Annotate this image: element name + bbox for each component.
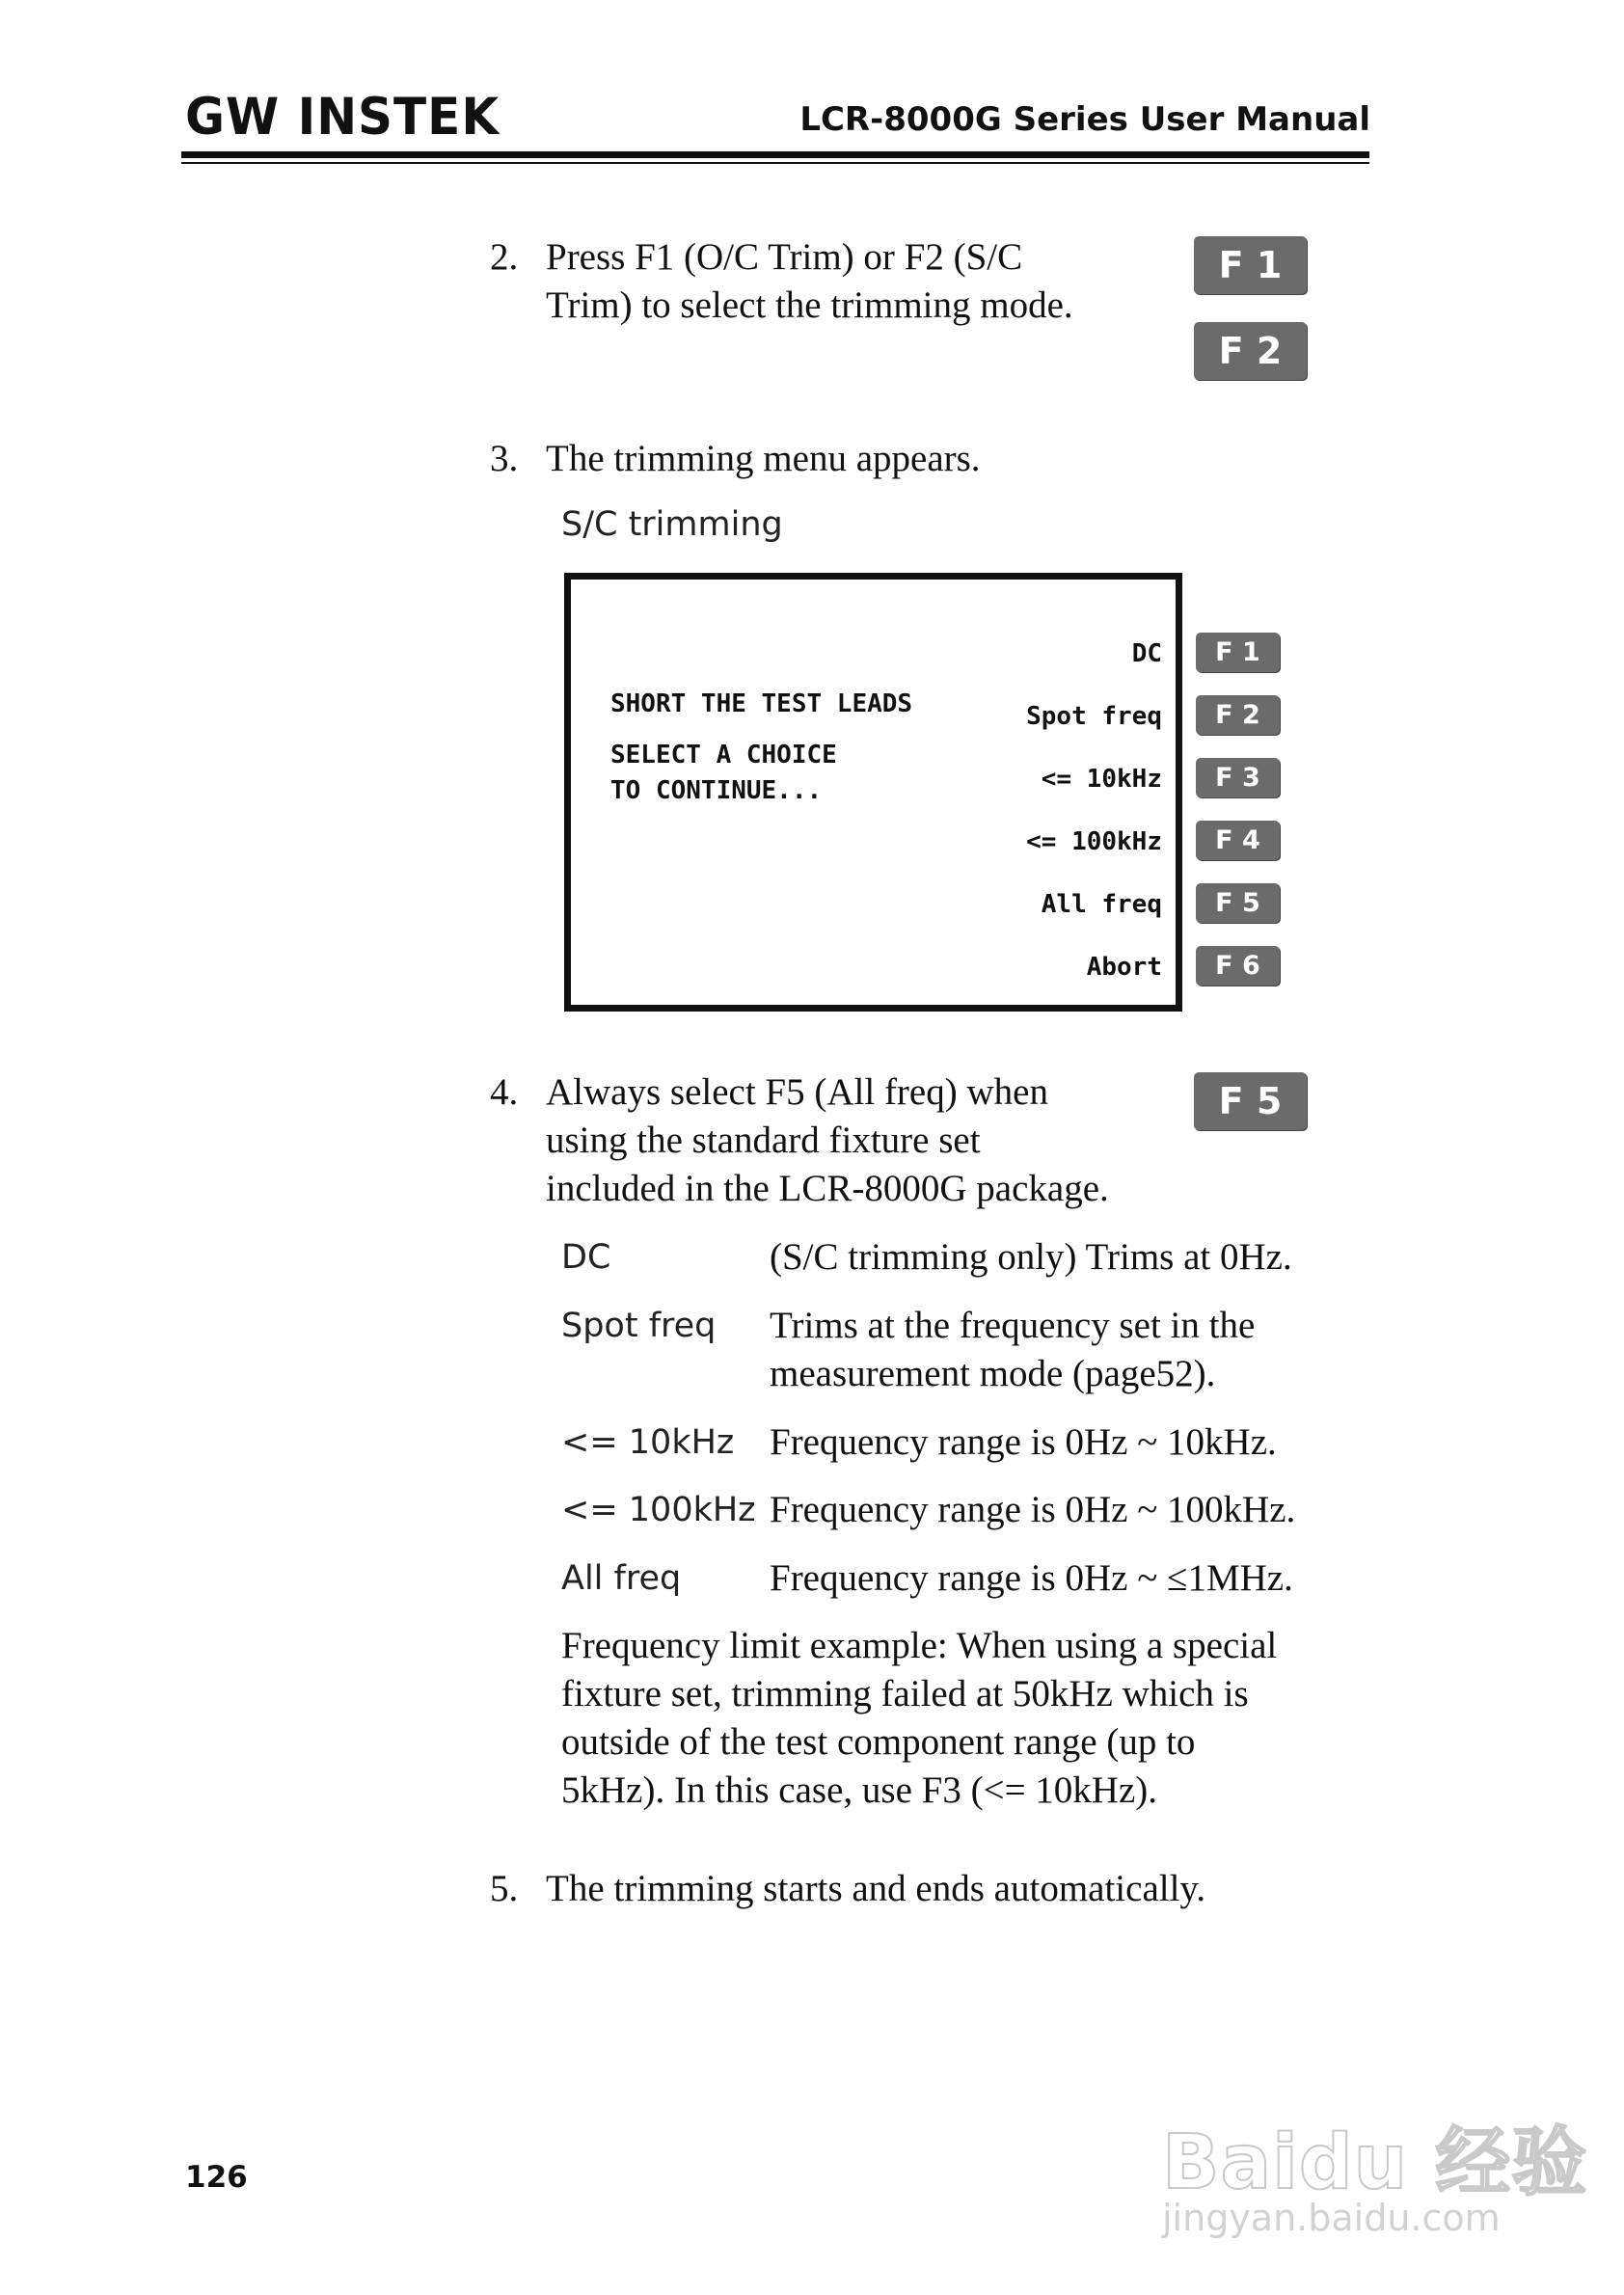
definition-desc: Frequency range is 0Hz ~ 10kHz. (770, 1421, 1277, 1463)
baidu-watermark-url: jingyan.baidu.com (1162, 2197, 1501, 2239)
screen-caption: S/C trimming (561, 505, 783, 544)
baidu-watermark: Baidu 经验 (1162, 2120, 1588, 2206)
header-divider-thin (181, 162, 1369, 164)
f3-key[interactable]: F 3 (1196, 758, 1280, 797)
definition-desc: measurement mode (page52). (770, 1353, 1216, 1394)
definition-term: <= 100kHz (561, 1491, 756, 1529)
f2-key[interactable]: F 2 (1196, 695, 1280, 735)
step-text: Press F1 (O/C Trim) or F2 (S/C (546, 236, 1023, 278)
menu-item-abort: Abort (1086, 953, 1162, 982)
step-number: 3. (490, 438, 519, 479)
menu-item-10khz: <= 10kHz (1041, 765, 1162, 794)
definition-desc: (S/C trimming only) Trims at 0Hz. (770, 1236, 1292, 1278)
definition-term: DC (561, 1238, 611, 1277)
note-text: Frequency limit example: When using a special (561, 1625, 1278, 1666)
definition-term: <= 10kHz (561, 1423, 735, 1462)
menu-item-dc: DC (1131, 639, 1162, 668)
f1-key[interactable]: F 1 (1194, 236, 1307, 294)
menu-item-all-freq: All freq (1041, 890, 1162, 919)
definition-desc: Trims at the frequency set in the (770, 1305, 1256, 1346)
step-text: Trim) to select the trimming mode. (546, 284, 1073, 326)
step-text: Always select F5 (All freq) when (546, 1071, 1048, 1113)
step-number: 5. (490, 1868, 519, 1909)
page-number: 126 (185, 2160, 248, 2195)
step-text: included in the LCR-8000G package. (546, 1168, 1109, 1209)
brand-logo: GW INSTEK (185, 87, 501, 147)
step-number: 4. (490, 1071, 519, 1113)
step-number: 2. (490, 236, 519, 278)
definition-term: Spot freq (561, 1307, 717, 1345)
step-text: The trimming menu appears. (546, 438, 981, 479)
note-text: outside of the test component range (up to (561, 1721, 1196, 1763)
header-divider (181, 151, 1369, 158)
menu-item-spot-freq: Spot freq (1026, 702, 1162, 731)
note-text: fixture set, trimming failed at 50kHz which is (561, 1673, 1249, 1714)
f2-key[interactable]: F 2 (1194, 322, 1307, 380)
f6-key[interactable]: F 6 (1196, 946, 1280, 986)
f1-key[interactable]: F 1 (1196, 633, 1280, 672)
step-text: using the standard fixture set (546, 1120, 981, 1161)
f5-key[interactable]: F 5 (1194, 1072, 1307, 1130)
definition-desc: Frequency range is 0Hz ~ ≤1MHz. (770, 1557, 1293, 1599)
f4-key[interactable]: F 4 (1196, 821, 1280, 860)
definition-desc: Frequency range is 0Hz ~ 100kHz. (770, 1489, 1296, 1530)
screen-message: SELECT A CHOICE (610, 741, 837, 770)
manual-title: LCR-8000G Series User Manual (799, 100, 1370, 139)
screen-message: TO CONTINUE... (610, 776, 823, 805)
screen-message: SHORT THE TEST LEADS (610, 689, 913, 718)
f5-key[interactable]: F 5 (1196, 883, 1280, 923)
trimming-screen (564, 573, 1182, 1012)
note-text: 5kHz). In this case, use F3 (<= 10kHz). (561, 1769, 1158, 1811)
definition-term: All freq (561, 1559, 682, 1598)
menu-item-100khz: <= 100kHz (1026, 827, 1162, 856)
step-text: The trimming starts and ends automatically. (546, 1868, 1206, 1909)
